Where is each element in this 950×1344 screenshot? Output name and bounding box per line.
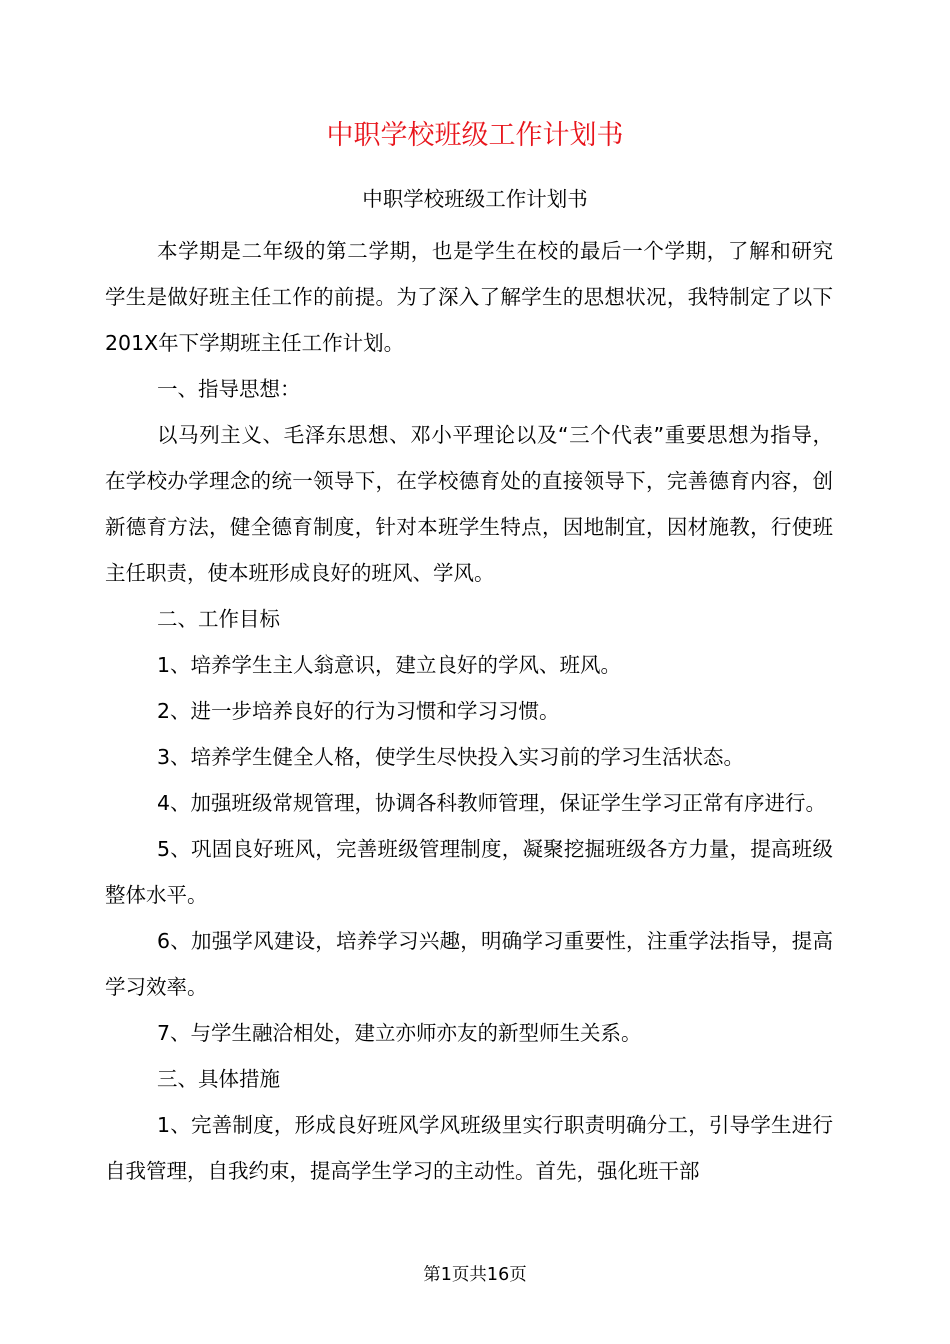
document-subtitle: 中职学校班级工作计划书 bbox=[362, 187, 588, 211]
goal-item-1: 1、培养学生主人翁意识，建立良好的学风、班风。 bbox=[157, 653, 622, 677]
goal-item-6: 6、加强学风建设，培养学习兴趣，明确学习重要性，注重学法指导，提高学习效率。 bbox=[105, 929, 833, 999]
paragraph-guiding-ideology: 以马列主义、毛泽东思想、邓小平理论以及“三个代表”重要思想为指导，在学校办学理念的统一领导下，在学校德育处的直接领导下，完善德育内容，创新德育方法，健全德育制度，针对本班学生特点，因地制宜，因材施教，行使班主任职责，使本班形成良好的班风、学风。 bbox=[105, 423, 833, 585]
paragraph-intro: 本学期是二年级的第二学期，也是学生在校的最后一个学期，了解和研究学生是做好班主任工作的前提。为了深入了解学生的思想状况，我特制定了以下201X年下学期班主任工作计划。 bbox=[105, 239, 833, 355]
goal-item-7: 7、与学生融洽相处，建立亦师亦友的新型师生关系。 bbox=[157, 1021, 642, 1045]
goal-item-5: 5、巩固良好班风，完善班级管理制度，凝聚挖掘班级各方力量，提高班级整体水平。 bbox=[105, 837, 833, 907]
goal-item-3: 3、培养学生健全人格，使学生尽快投入实习前的学习生活状态。 bbox=[157, 745, 745, 769]
goal-item-4: 4、加强班级常规管理，协调各科教师管理，保证学生学习正常有序进行。 bbox=[157, 791, 827, 815]
document-title: 中职学校班级工作计划书 bbox=[326, 120, 624, 151]
page-number-footer: 第1页共16页 bbox=[423, 1265, 527, 1285]
goal-item-2: 2、进一步培养良好的行为习惯和学习习惯。 bbox=[157, 699, 560, 723]
section-heading-work-goals: 二、工作目标 bbox=[157, 607, 280, 631]
section-heading-guiding-ideology: 一、指导思想： bbox=[157, 377, 301, 401]
section-heading-measures: 三、具体措施 bbox=[157, 1067, 280, 1091]
measure-item-1: 1、完善制度，形成良好班风学风班级里实行职责明确分工，引导学生进行自我管理，自我约束，提高学生学习的主动性。首先，强化班干部 bbox=[105, 1113, 833, 1183]
document-body bbox=[105, 228, 833, 1194]
